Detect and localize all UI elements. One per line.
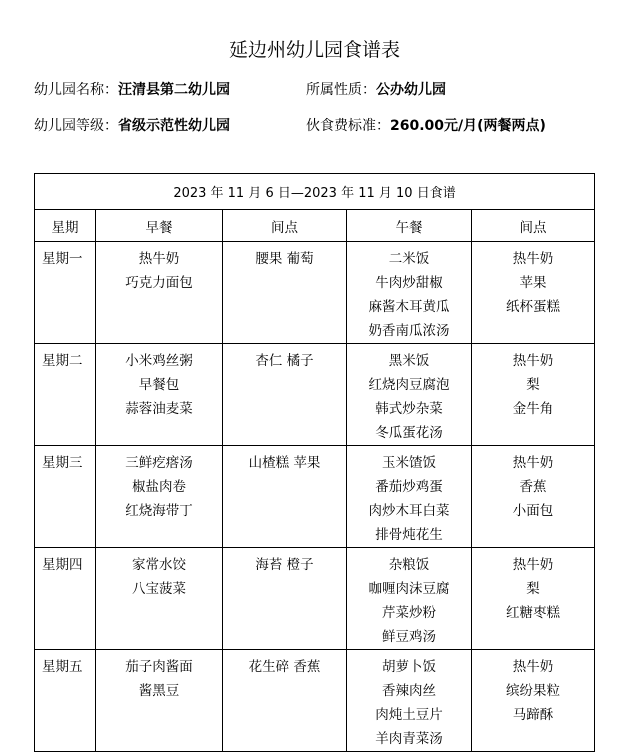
lunch-cell — [347, 242, 472, 344]
table-row — [35, 446, 595, 548]
menu-item: 鲜豆鸡汤 — [382, 629, 436, 645]
menu-item: 金牛角 — [512, 401, 554, 417]
menu-item: 香蕉 — [519, 479, 547, 495]
menu-item: 冬瓜蛋花汤 — [375, 425, 443, 441]
menu-item: 香辣肉丝 — [382, 683, 436, 699]
kindergarten-name — [34, 81, 230, 99]
menu-item: 椒盐肉卷 — [132, 479, 186, 495]
table-row — [35, 548, 595, 650]
menu-item: 杏仁 橘子 — [255, 353, 314, 369]
weekday-cell: 星期三 — [35, 446, 96, 548]
weekday-cell: 星期五 — [35, 650, 96, 752]
lunch-cell — [347, 650, 472, 752]
menu-item: 梨 — [526, 377, 540, 393]
menu-item: 胡萝卜饭 — [382, 659, 436, 675]
breakfast-cell — [96, 242, 223, 344]
menu-item: 八宝菠菜 — [132, 581, 186, 597]
snack-afternoon-cell — [472, 446, 595, 548]
menu-item: 早餐包 — [138, 377, 180, 393]
menu-item: 酱黑豆 — [138, 683, 180, 699]
menu-item: 韩式炒杂菜 — [375, 401, 443, 417]
table-row — [35, 344, 595, 446]
menu-item: 肉炖土豆片 — [375, 707, 443, 723]
snack-afternoon-cell — [472, 242, 595, 344]
meal-fee-label: 伙食费标准： — [306, 118, 390, 134]
menu-item: 热牛奶 — [512, 557, 554, 573]
menu-item: 热牛奶 — [512, 659, 554, 675]
menu-item: 番茄炒鸡蛋 — [375, 479, 443, 495]
menu-item: 腰果 葡萄 — [255, 251, 314, 267]
header-weekday: 星期 — [35, 210, 96, 242]
header-row — [35, 210, 595, 242]
menu-item: 茄子肉酱面 — [125, 659, 193, 675]
menu-item: 小面包 — [512, 503, 554, 519]
snack-afternoon-cell — [472, 650, 595, 752]
table-row — [35, 650, 595, 752]
menu-item: 麻酱木耳黄瓜 — [368, 299, 450, 315]
weekday-cell: 星期一 — [35, 242, 96, 344]
menu-item: 热牛奶 — [512, 455, 554, 471]
snack-morning-cell — [223, 548, 347, 650]
menu-item: 羊肉青菜汤 — [375, 731, 443, 747]
menu-item: 杂粮饭 — [388, 557, 430, 573]
kindergarten-name-label: 幼儿园名称： — [34, 82, 118, 98]
snack-morning-cell — [223, 242, 347, 344]
kindergarten-level — [34, 117, 230, 135]
menu-item: 梨 — [526, 581, 540, 597]
lunch-cell — [347, 446, 472, 548]
lunch-cell — [347, 548, 472, 650]
menu-item: 海苔 橙子 — [255, 557, 314, 573]
snack-morning-cell — [223, 446, 347, 548]
kindergarten-name-value: 汪清县第二幼儿园 — [118, 82, 230, 98]
menu-item: 红糖枣糕 — [506, 605, 561, 621]
menu-item: 红烧肉豆腐泡 — [368, 377, 450, 393]
header-breakfast: 早餐 — [96, 210, 223, 242]
breakfast-cell — [96, 344, 223, 446]
menu-item: 三鲜疙瘩汤 — [125, 455, 193, 471]
menu-item: 二米饭 — [388, 251, 430, 267]
menu-item: 红烧海带丁 — [125, 503, 193, 519]
menu-item: 热牛奶 — [512, 251, 554, 267]
menu-item: 马蹄酥 — [512, 707, 554, 723]
weekday-cell: 星期二 — [35, 344, 96, 446]
ownership-type-value: 公办幼儿园 — [376, 82, 446, 98]
ownership-type-label: 所属性质： — [306, 82, 376, 98]
menu-item: 黑米饭 — [388, 353, 430, 369]
menu-item: 山楂糕 苹果 — [248, 455, 321, 471]
kindergarten-level-label: 幼儿园等级： — [34, 118, 118, 134]
menu-item: 蒜蓉油麦菜 — [125, 401, 193, 417]
menu-item: 牛肉炒甜椒 — [375, 275, 443, 291]
menu-item: 玉米馇饭 — [382, 455, 436, 471]
menu-item: 纸杯蛋糕 — [506, 299, 561, 315]
header-snack-morning: 间点 — [223, 210, 347, 242]
lunch-cell — [347, 344, 472, 446]
breakfast-cell — [96, 446, 223, 548]
menu-item: 家常水饺 — [132, 557, 186, 573]
menu-item: 咖喱肉沫豆腐 — [368, 581, 450, 597]
menu-item: 花生碎 香蕉 — [248, 659, 321, 675]
breakfast-cell — [96, 548, 223, 650]
header-lunch: 午餐 — [347, 210, 472, 242]
menu-item: 奶香南瓜浓汤 — [368, 323, 450, 339]
menu-item: 巧克力面包 — [125, 275, 193, 291]
snack-morning-cell — [223, 650, 347, 752]
meal-fee — [306, 117, 546, 135]
menu-item: 排骨炖花生 — [375, 527, 443, 543]
date-range: 2023 年 11 月 6 日—2023 年 11 月 10 日食谱 — [35, 174, 595, 210]
menu-item: 小米鸡丝粥 — [125, 353, 193, 369]
menu-item: 芹菜炒粉 — [382, 605, 436, 621]
kindergarten-level-value: 省级示范性幼儿园 — [118, 118, 230, 134]
menu-item: 苹果 — [519, 275, 547, 291]
snack-morning-cell — [223, 344, 347, 446]
menu-item: 热牛奶 — [512, 353, 554, 369]
menu-item: 热牛奶 — [138, 251, 180, 267]
breakfast-cell — [96, 650, 223, 752]
snack-afternoon-cell — [472, 344, 595, 446]
meal-fee-value: 260.00元/月(两餐两点) — [390, 118, 546, 134]
snack-afternoon-cell — [472, 548, 595, 650]
weekday-cell: 星期四 — [35, 548, 96, 650]
header-snack-afternoon: 间点 — [472, 210, 595, 242]
menu-item: 肉炒木耳白菜 — [368, 503, 450, 519]
menu-table — [34, 173, 595, 752]
page-title: 延边州幼儿园食谱表 — [228, 39, 400, 61]
menu-item: 缤纷果粒 — [506, 683, 561, 699]
table-row — [35, 242, 595, 344]
ownership-type — [306, 81, 446, 99]
